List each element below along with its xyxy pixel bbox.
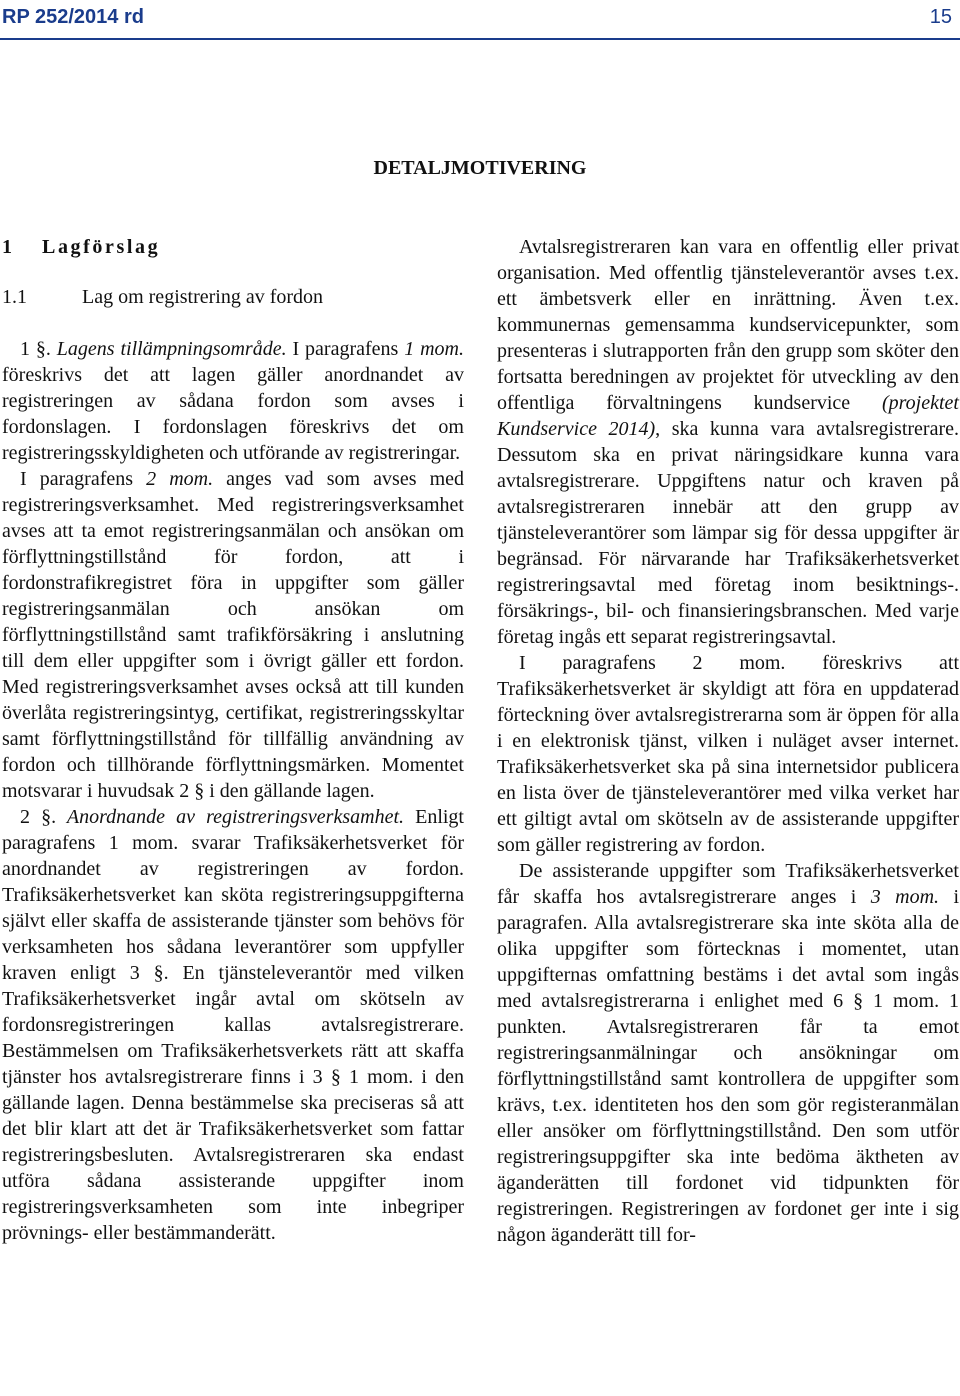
- page-header: [0, 0, 960, 36]
- subsection-title: Lag om registrering av fordon: [82, 286, 324, 308]
- section-caption: Anordnande av registreringsverksamhet.: [56, 806, 404, 828]
- header-rule: [0, 38, 960, 40]
- right-column: [497, 234, 959, 1248]
- section-title: Lagförslag: [42, 236, 161, 258]
- section-ref: 1 §.: [20, 338, 51, 360]
- section-number: 1: [2, 236, 12, 258]
- subsection-number: 1.1: [2, 286, 27, 308]
- paragraph: Avtalsregistreraren kan vara en offentlig eller privat organisation. Med offentlig tjänsteleverantör avses t.ex. ett ämbetsverk eller en inrättning. Även t.ex. kommunernas gemensamma kundservicepunkter, som presenteras i slutrapporten från den grupp som sköter den fortsatta beredningen av projektet för utveckling av den offentliga förvaltningens kundservice (projektet Kundservice 2014), ska kunna vara avtalsregistrerare. Dessutom ska en privat näringsidkare kunna vara avtalsregistrerare. Uppgiftens natur och kraven på avtalsregistreraren innebär att den grupp av tjänsteleverantörer som lämpar sig för dessa uppgifter är begränsad. För närvarande har Trafiksäkerhetsverket registreringsavtal med företag inom besiktnings-. försäkrings-, bil- och finansieringsbranschen. Med varje företag ingås ett separat registreringsavtal.: [497, 236, 959, 648]
- page-number: 15: [929, 6, 952, 28]
- paragraph: I paragrafens 2 mom. föreskrivs att Trafiksäkerhetsverket är skyldigt att föra en uppdaterad förteckning över avtalsregistrerarna som är öppen för alla i en elektronisk tjänst, vilken i nuläget avser internet. Trafiksäkerhetsverket ska på sina internetsidor publicera en lista över de tjänsteleverantörer med vilka verket har ett giltigt avtal om skötseln av de assisterande uppgifter som gäller registrering av fordon.: [497, 652, 959, 856]
- main-heading: DETALJMOTIVERING: [373, 157, 587, 179]
- section-caption: Lagens tillämpningsområde.: [50, 338, 287, 360]
- document-reference: RP 252/2014 rd: [2, 6, 144, 28]
- section-heading: [2, 234, 464, 260]
- paragraph: De assisterande uppgifter som Trafiksäkerhetsverket får skaffa hos avtalsregistrerare anges i 3 mom. i paragrafen. Alla avtalsregistrerare ska inte sköta alla de olika uppgifter som förtecknas i momentet, utan uppgifternas omfattning bestäms i det avtal som ingås med avtalsregistrerarna i enlighet med 6 § 1 mom. 1 punkten. Avtalsregistreraren får ta emot registreringsanmälningar och ansökningar om förflyttningstillstånd samt kontrollera de uppgifter som krävs, t.ex. identiteten hos den som gör registeranmälan eller ansöker om förflyttningstillstånd. Den som utför registreringsuppgifter ska inte bedöma äktheten av äganderätten till fordonet vid tidpunkten för registreringen. Registreringen av fordonet ger inte i sig någon äganderätt till for-: [497, 860, 959, 1246]
- section-ref: 2 §.: [20, 806, 57, 828]
- paragraph: 1 §. Lagens tillämpningsområde. I paragrafens 1 mom. föreskrivs det att lagen gäller anordnandet av registreringen av sådana fordon som avses i fordonslagen. I fordonslagen föreskrivs det om registreringsskyldigheten och utförande av registreringar.: [2, 338, 465, 464]
- left-column: [2, 234, 464, 1246]
- subsection-heading: [2, 284, 464, 310]
- paragraph: I paragrafens 2 mom. anges vad som avses med registreringsverksamhet. Med registreringsverksamhet avses att ta emot registreringsanmälan och ansökan om förflyttningstillstånd för fordon, att i fordonstrafikregistret föra in uppgifter som gäller registreringsanmälan och ansökan om förflyttningstillstånd samt trafikförsäkring i anslutning till dem eller uppgifter som i övrigt gäller ett fordon. Med registreringsverksamhet avses också att till kunden överlåta registreringsintyg, certifikat, registreringsskyltar samt förflyttningstillstånd för tillfällig användning av fordon och tillhörande förflyttningsmärken. Momentet motsvarar i huvudsak 2 § i den gällande lagen.: [2, 468, 464, 802]
- paragraph: 2 §. Anordnande av registreringsverksamhet. Enligt paragrafens 1 mom. svarar Trafiksäkerhetsverket för anordnandet av registreringen av fordon. Trafiksäkerhetsverket kan sköta registreringsuppgifterna självt eller skaffa de assisterande tjänster som behövs för verksamheten hos sådana leverantörer som uppfyller kraven enligt 3 §. En tjänsteleverantör med vilken Trafiksäkerhetsverket ingår avtal om skötseln av fordonsregistreringen kallas avtalsregistrerare. Bestämmelsen om Trafiksäkerhetsverkets rätt att skaffa tjänster hos avtalsregistrerare finns i 3 § 1 mom. i den gällande lagen. Denna bestämmelse ska preciseras så att det blir klart att det är Trafiksäkerhetsverket som fattar registreringsbesluten. Avtalsregistreraren ska endast utföra sådana assisterande uppgifter inom registreringsverksamheten som inte inbegriper prövnings- eller bestämmanderätt.: [2, 806, 464, 1244]
